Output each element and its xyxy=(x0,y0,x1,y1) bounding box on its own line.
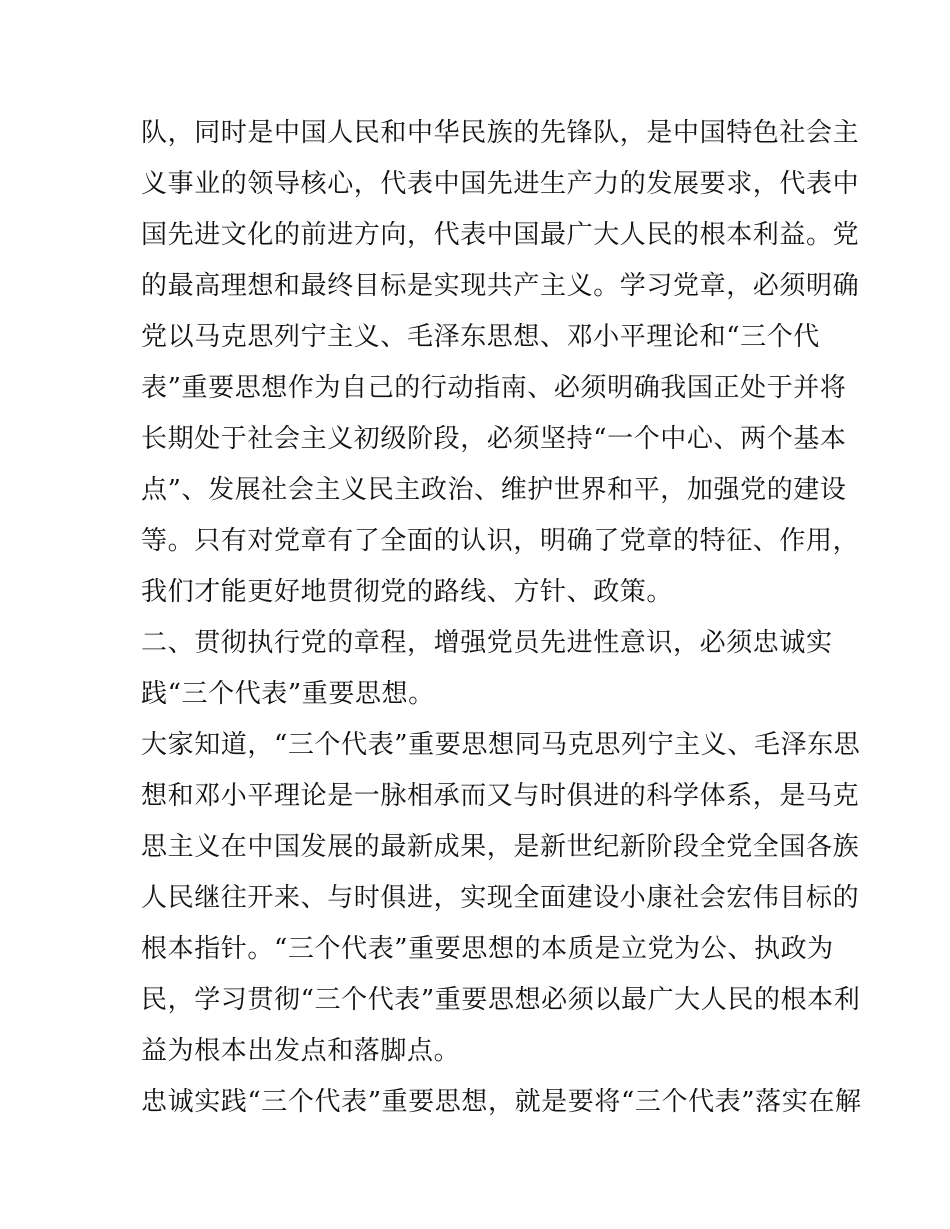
text-line: 队，同时是中国人民和中华民族的先锋队，是中国特色社会主 xyxy=(141,118,860,148)
section-heading-line: 二、贯彻执行党的章程，增强党员先进性意识，必须忠诚实 xyxy=(141,628,833,658)
text-line: 表”重要思想作为自己的行动指南、必须明确我国正处于并将 xyxy=(141,373,847,403)
text-line: 民，学习贯彻“三个代表”重要思想必须以最广大人民的根本利 xyxy=(141,985,861,1015)
text-line: 根本指针。“三个代表”重要思想的本质是立党为公、执政为 xyxy=(141,934,834,964)
text-line: 国先进文化的前进方向，代表中国最广大人民的根本利益。党 xyxy=(141,220,860,250)
text-line: 我们才能更好地贯彻党的路线、方针、政策。 xyxy=(141,577,674,607)
text-line: 想和邓小平理论是一脉相承而又与时俱进的科学体系，是马克 xyxy=(141,781,860,811)
text-line: 大家知道，“三个代表”重要思想同马克思列宁主义、毛泽东思 xyxy=(141,730,861,760)
text-line: 等。只有对党章有了全面的认识，明确了党章的特征、作用， xyxy=(141,526,860,556)
section-heading-line: 践“三个代表”重要思想。 xyxy=(141,679,435,709)
text-line: 点”、发展社会主义民主政治、维护世界和平，加强党的建设 xyxy=(141,475,847,505)
text-line: 思主义在中国发展的最新成果，是新世纪新阶段全党全国各族 xyxy=(141,832,860,862)
document-body xyxy=(141,108,862,1128)
text-line: 忠诚实践“三个代表”重要思想，就是要将“三个代表”落实在解 xyxy=(141,1087,862,1117)
text-line: 人民继往开来、与时俱进，实现全面建设小康社会宏伟目标的 xyxy=(141,883,860,913)
text-line: 的最高理想和最终目标是实现共产主义。学习党章，必须明确 xyxy=(141,271,860,301)
text-line: 益为根本出发点和落脚点。 xyxy=(141,1036,461,1066)
text-line: 党以马克思列宁主义、毛泽东思想、邓小平理论和“三个代 xyxy=(141,322,820,352)
text-line: 义事业的领导核心，代表中国先进生产力的发展要求，代表中 xyxy=(141,169,860,199)
text-line: 长期处于社会主义初级阶段，必须坚持“一个中心、两个基本 xyxy=(141,424,847,454)
